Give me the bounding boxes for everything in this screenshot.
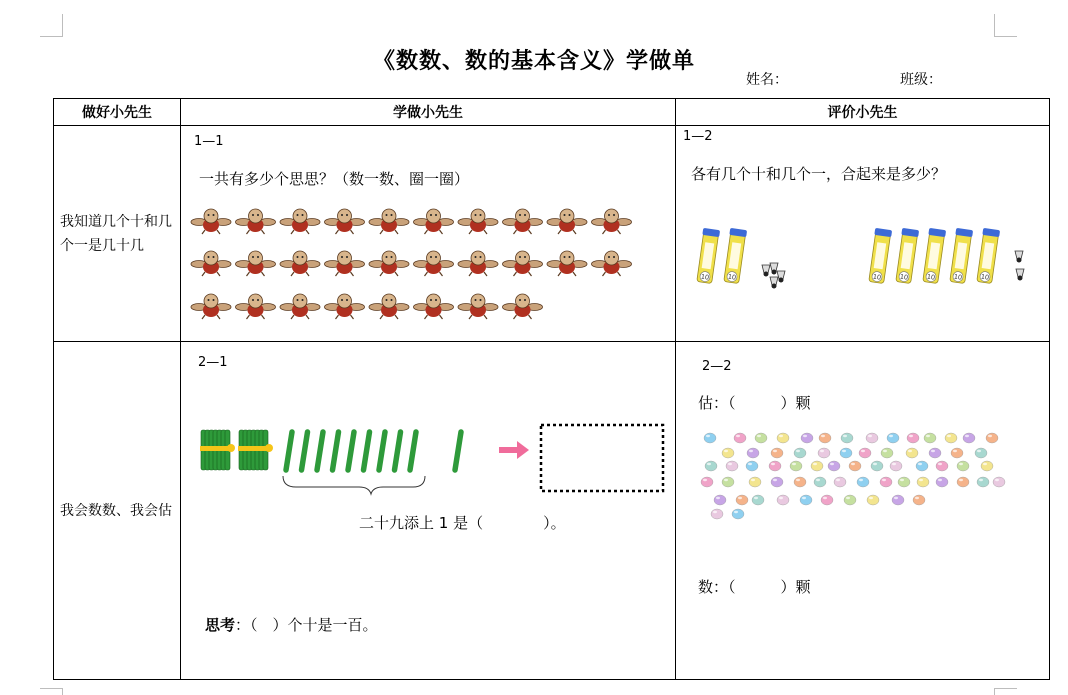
bead-icon (755, 433, 767, 443)
cell-2-2 (676, 342, 1050, 680)
task-question: 各有几个十和几个一，合起来是多少？ (691, 165, 947, 183)
monkey-icon (547, 251, 587, 276)
header-learn: 学做小先生 (181, 99, 676, 126)
bead-icon (771, 448, 783, 458)
monkey-icon (236, 209, 276, 234)
shuttlecock-tube-icon (976, 228, 1000, 284)
stick-icon (410, 432, 416, 470)
header-row (54, 99, 1050, 126)
bead-icon (924, 433, 936, 443)
bead-icon (790, 461, 802, 471)
monkey-icon (547, 209, 587, 234)
table-row (54, 126, 1050, 342)
task-tag: 1—1 (194, 134, 224, 149)
stick-icon (333, 432, 339, 470)
bead-icon (841, 433, 853, 443)
cell-1-1 (181, 126, 676, 342)
monkey-icon (458, 209, 498, 234)
bead-icon (771, 477, 783, 487)
count-prompt: 数：（ ）颗 (698, 578, 811, 596)
shuttlecock-tube-icon (696, 228, 720, 284)
bead-icon (714, 495, 726, 505)
bead-icon (951, 448, 963, 458)
arrow-right-icon (499, 441, 529, 459)
monkey-icon (592, 251, 632, 276)
shuttlecock-icon (770, 277, 778, 289)
bead-icon (814, 477, 826, 487)
bead-icon (819, 433, 831, 443)
monkey-icon (191, 209, 231, 234)
monkey-icon (503, 294, 543, 319)
monkey-icon (236, 251, 276, 276)
bead-icon (993, 477, 1005, 487)
tube-label: 10 (980, 272, 990, 282)
estimate-prompt: 估：（ ）颗 (698, 394, 811, 412)
bead-icon (975, 448, 987, 458)
bead-icon (936, 477, 948, 487)
monkey-icon (414, 251, 454, 276)
bead-icon (936, 461, 948, 471)
bead-icon (859, 448, 871, 458)
bead-icon (887, 433, 899, 443)
monkey-icon (503, 209, 543, 234)
shuttlecock-icon (1016, 269, 1024, 281)
shuttlecock-illustration (676, 126, 1050, 342)
bead-icon (977, 477, 989, 487)
bead-icon (701, 477, 713, 487)
shuttlecock-tube-icon (723, 228, 747, 284)
stick-icon (302, 432, 308, 470)
monkey-icon (369, 294, 409, 319)
bead-icon (880, 477, 892, 487)
task-question: 一共有多少个思思？（数一数、圈一圈） (199, 170, 470, 188)
think-label: 思考 (205, 616, 236, 634)
stick-icon (286, 432, 292, 470)
monkey-icon (325, 251, 365, 276)
bead-icon (769, 461, 781, 471)
bead-icon (898, 477, 910, 487)
tube-label: 10 (899, 272, 909, 282)
tube-label: 10 (953, 272, 963, 282)
monkey-icon (325, 294, 365, 319)
bead-icon (811, 461, 823, 471)
monkey-icon (458, 294, 498, 319)
name-label: 姓名： (746, 72, 788, 88)
monkey-icon (236, 294, 276, 319)
bead-icon (986, 433, 998, 443)
bead-icon (749, 477, 761, 487)
bead-icon (844, 495, 856, 505)
worksheet-table (53, 98, 1050, 680)
bead-icon (734, 433, 746, 443)
row-label-tens-ones: 我知道几个十和几个一是几十几 (54, 126, 181, 342)
task-tag: 2—1 (198, 355, 228, 370)
shuttlecock-icon (762, 265, 770, 277)
bead-icon (747, 448, 759, 458)
stick-icon (364, 432, 370, 470)
monkey-icon (369, 209, 409, 234)
bead-icon (981, 461, 993, 471)
bead-icon (957, 477, 969, 487)
tube-label: 10 (727, 272, 737, 282)
shuttlecock-icon (1015, 251, 1023, 263)
bead-icon (752, 495, 764, 505)
bead-icon (917, 477, 929, 487)
tube-label: 10 (872, 272, 882, 282)
bead-icon (821, 495, 833, 505)
task-tag: 2—2 (702, 359, 732, 374)
bead-icon (818, 448, 830, 458)
bead-icon (881, 448, 893, 458)
bead-icon (705, 461, 717, 471)
monkey-icon (191, 251, 231, 276)
bead-icon (929, 448, 941, 458)
monkey-icon (191, 294, 231, 319)
answer-box (541, 425, 663, 491)
stick-icon (379, 432, 385, 470)
stick-bundle-icon (200, 430, 235, 470)
tube-label: 10 (926, 272, 936, 282)
brace-icon (283, 476, 425, 494)
beads-illustration (676, 342, 1050, 680)
bead-icon (722, 477, 734, 487)
think-prompt (205, 614, 378, 635)
bead-icon (867, 495, 879, 505)
bead-icon (945, 433, 957, 443)
bead-icon (828, 461, 840, 471)
task-question: 二十九添上 1 是（ ）。 (359, 514, 566, 532)
monkey-icon (414, 209, 454, 234)
bead-icon (907, 433, 919, 443)
shuttlecock-tube-icon (949, 228, 973, 284)
bead-icon (800, 495, 812, 505)
bead-icon (794, 477, 806, 487)
stick-icon (395, 432, 401, 470)
crop-mark-top-left (40, 14, 63, 37)
bead-icon (777, 433, 789, 443)
stick-icon (455, 432, 461, 470)
bead-icon (726, 461, 738, 471)
bead-icon (871, 461, 883, 471)
bead-icon (746, 461, 758, 471)
shuttlecock-tube-icon (922, 228, 946, 284)
bead-icon (892, 495, 904, 505)
cell-1-2 (676, 126, 1050, 342)
monkey-icon (280, 209, 320, 234)
page-title: 《数数、数的基本含义》学做单 (372, 49, 695, 74)
monkey-icon (280, 294, 320, 319)
class-label: 班级： (900, 72, 942, 88)
stick-icon (317, 432, 323, 470)
bead-icon (957, 461, 969, 471)
bead-icon (840, 448, 852, 458)
stick-bundle-icon (238, 430, 273, 470)
bead-icon (777, 495, 789, 505)
bead-icon (866, 433, 878, 443)
shuttlecock-tube-icon (868, 228, 892, 284)
bead-icon (849, 461, 861, 471)
monkey-icon (280, 251, 320, 276)
bead-icon (711, 509, 723, 519)
monkey-icon (592, 209, 632, 234)
cell-2-1 (181, 342, 676, 680)
task-tag: 1—2 (683, 129, 713, 144)
bead-icon (916, 461, 928, 471)
row-label-count-estimate: 我会数数、我会估 (54, 342, 181, 680)
bead-icon (913, 495, 925, 505)
bead-icon (963, 433, 975, 443)
bead-icon (732, 509, 744, 519)
bead-icon (794, 448, 806, 458)
crop-mark-top-right (994, 14, 1017, 37)
shuttlecock-tube-icon (895, 228, 919, 284)
bead-icon (906, 448, 918, 458)
monkey-icon (414, 294, 454, 319)
monkey-icon (503, 251, 543, 276)
header-do-well: 做好小先生 (54, 99, 181, 126)
shuttlecock-icon (770, 263, 778, 275)
think-text: ：（ ）个十是一百。 (235, 616, 378, 634)
bead-icon (857, 477, 869, 487)
table-row (54, 342, 1050, 680)
monkey-icon (369, 251, 409, 276)
bead-icon (736, 495, 748, 505)
header-evaluate: 评价小先生 (676, 99, 1050, 126)
monkey-icon (325, 209, 365, 234)
bead-icon (722, 448, 734, 458)
bead-icon (801, 433, 813, 443)
monkey-icon (458, 251, 498, 276)
bead-icon (704, 433, 716, 443)
tube-label: 10 (700, 272, 710, 282)
stick-icon (348, 432, 354, 470)
bead-icon (890, 461, 902, 471)
monkey-illustration (181, 126, 676, 342)
bead-icon (834, 477, 846, 487)
